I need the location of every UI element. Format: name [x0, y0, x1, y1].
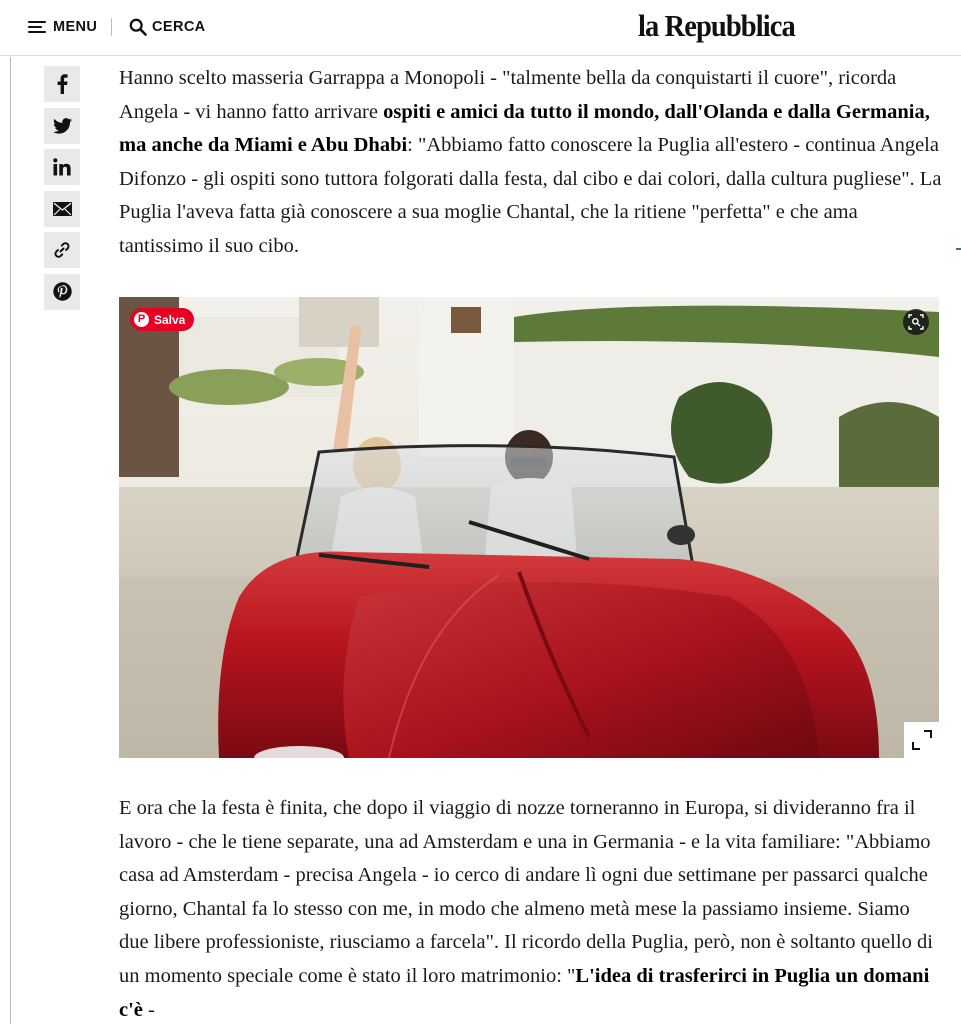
pinterest-save-button[interactable] — [130, 308, 194, 331]
twitter-icon — [53, 118, 72, 134]
pinterest-icon — [53, 282, 72, 301]
paragraph-2-bold: L'idea di trasferirci in Puglia un domani c'è — [119, 964, 930, 1021]
pinterest-icon: P — [134, 312, 149, 327]
facebook-icon — [55, 74, 69, 94]
site-logo[interactable]: la Repubblica — [638, 8, 795, 43]
share-twitter-button[interactable] — [44, 108, 80, 144]
article-paragraph-2 — [119, 792, 944, 1024]
copy-link-button[interactable] — [44, 232, 80, 268]
share-email-button[interactable] — [44, 191, 80, 227]
article-photo[interactable] — [119, 297, 939, 758]
hamburger-icon — [28, 21, 46, 34]
linkedin-icon — [53, 158, 71, 176]
link-icon — [53, 241, 71, 259]
paragraph-1-text-c: : "Abbiamo fatto conoscere la Puglia all'estero - continua Angela Difonzo - gli ospiti sono tuttora folgorati dalla festa, dal cibo e dai colori, dalla cultura pugliese". La Puglia l'aveva fatta già conoscere a sua moglie Chantal, che la ritiene "perfetta" e che ama tantissimo il suo cibo. — [119, 134, 942, 257]
site-header — [0, 0, 961, 56]
visual-search-icon — [908, 314, 924, 330]
edge-marker — [956, 248, 961, 250]
visual-search-button[interactable] — [903, 309, 929, 335]
share-pinterest-button[interactable] — [44, 274, 80, 310]
share-bar — [44, 66, 80, 315]
search-button[interactable] — [129, 16, 206, 38]
header-divider — [111, 18, 112, 36]
share-facebook-button[interactable] — [44, 66, 80, 102]
search-label: CERCA — [152, 19, 206, 35]
menu-label: MENU — [53, 19, 98, 35]
paragraph-2-text-a: E ora che la festa è finita, che dopo il viaggio di nozze torneranno in Europa, si divideranno fra il lavoro - che le tiene separate, una ad Amsterdam e una in Germania - e la vita familiare: "Abbiamo casa ad Amsterdam - precisa Angela - io cerco di andare lì ogni due settimane per passarci qualche giorno, Chantal fa lo stesso con me, in modo che almeno metà mese la passiamo insieme. Siamo due libere professioniste, riusciamo a farcela". Il ricordo della Puglia, però, non è soltanto quello di un momento speciale come è stato il loro matrimonio: " — [119, 797, 933, 987]
paragraph-2-text-c: - — [142, 998, 155, 1021]
pinterest-save-label: Salva — [154, 312, 186, 327]
search-icon — [129, 18, 147, 36]
paragraph-1-bold: ospiti e amici da tutto il mondo, dall'Olanda e dalla Germania, ma anche da Miami e Abu Dhabi — [119, 100, 930, 157]
wedding-car-photo — [119, 297, 939, 758]
left-rule — [10, 57, 11, 1024]
expand-image-button[interactable] — [904, 722, 939, 758]
paragraph-1-text-a: Hanno scelto masseria Garrappa a Monopoli - "talmente bella da conquistarti il cuore", ricorda Angela - vi hanno fatto arrivare — [119, 67, 897, 123]
mail-icon — [53, 202, 72, 216]
share-linkedin-button[interactable] — [44, 149, 80, 185]
article-paragraph-1 — [119, 62, 944, 264]
menu-button[interactable] — [28, 16, 97, 38]
expand-icon — [911, 729, 933, 751]
